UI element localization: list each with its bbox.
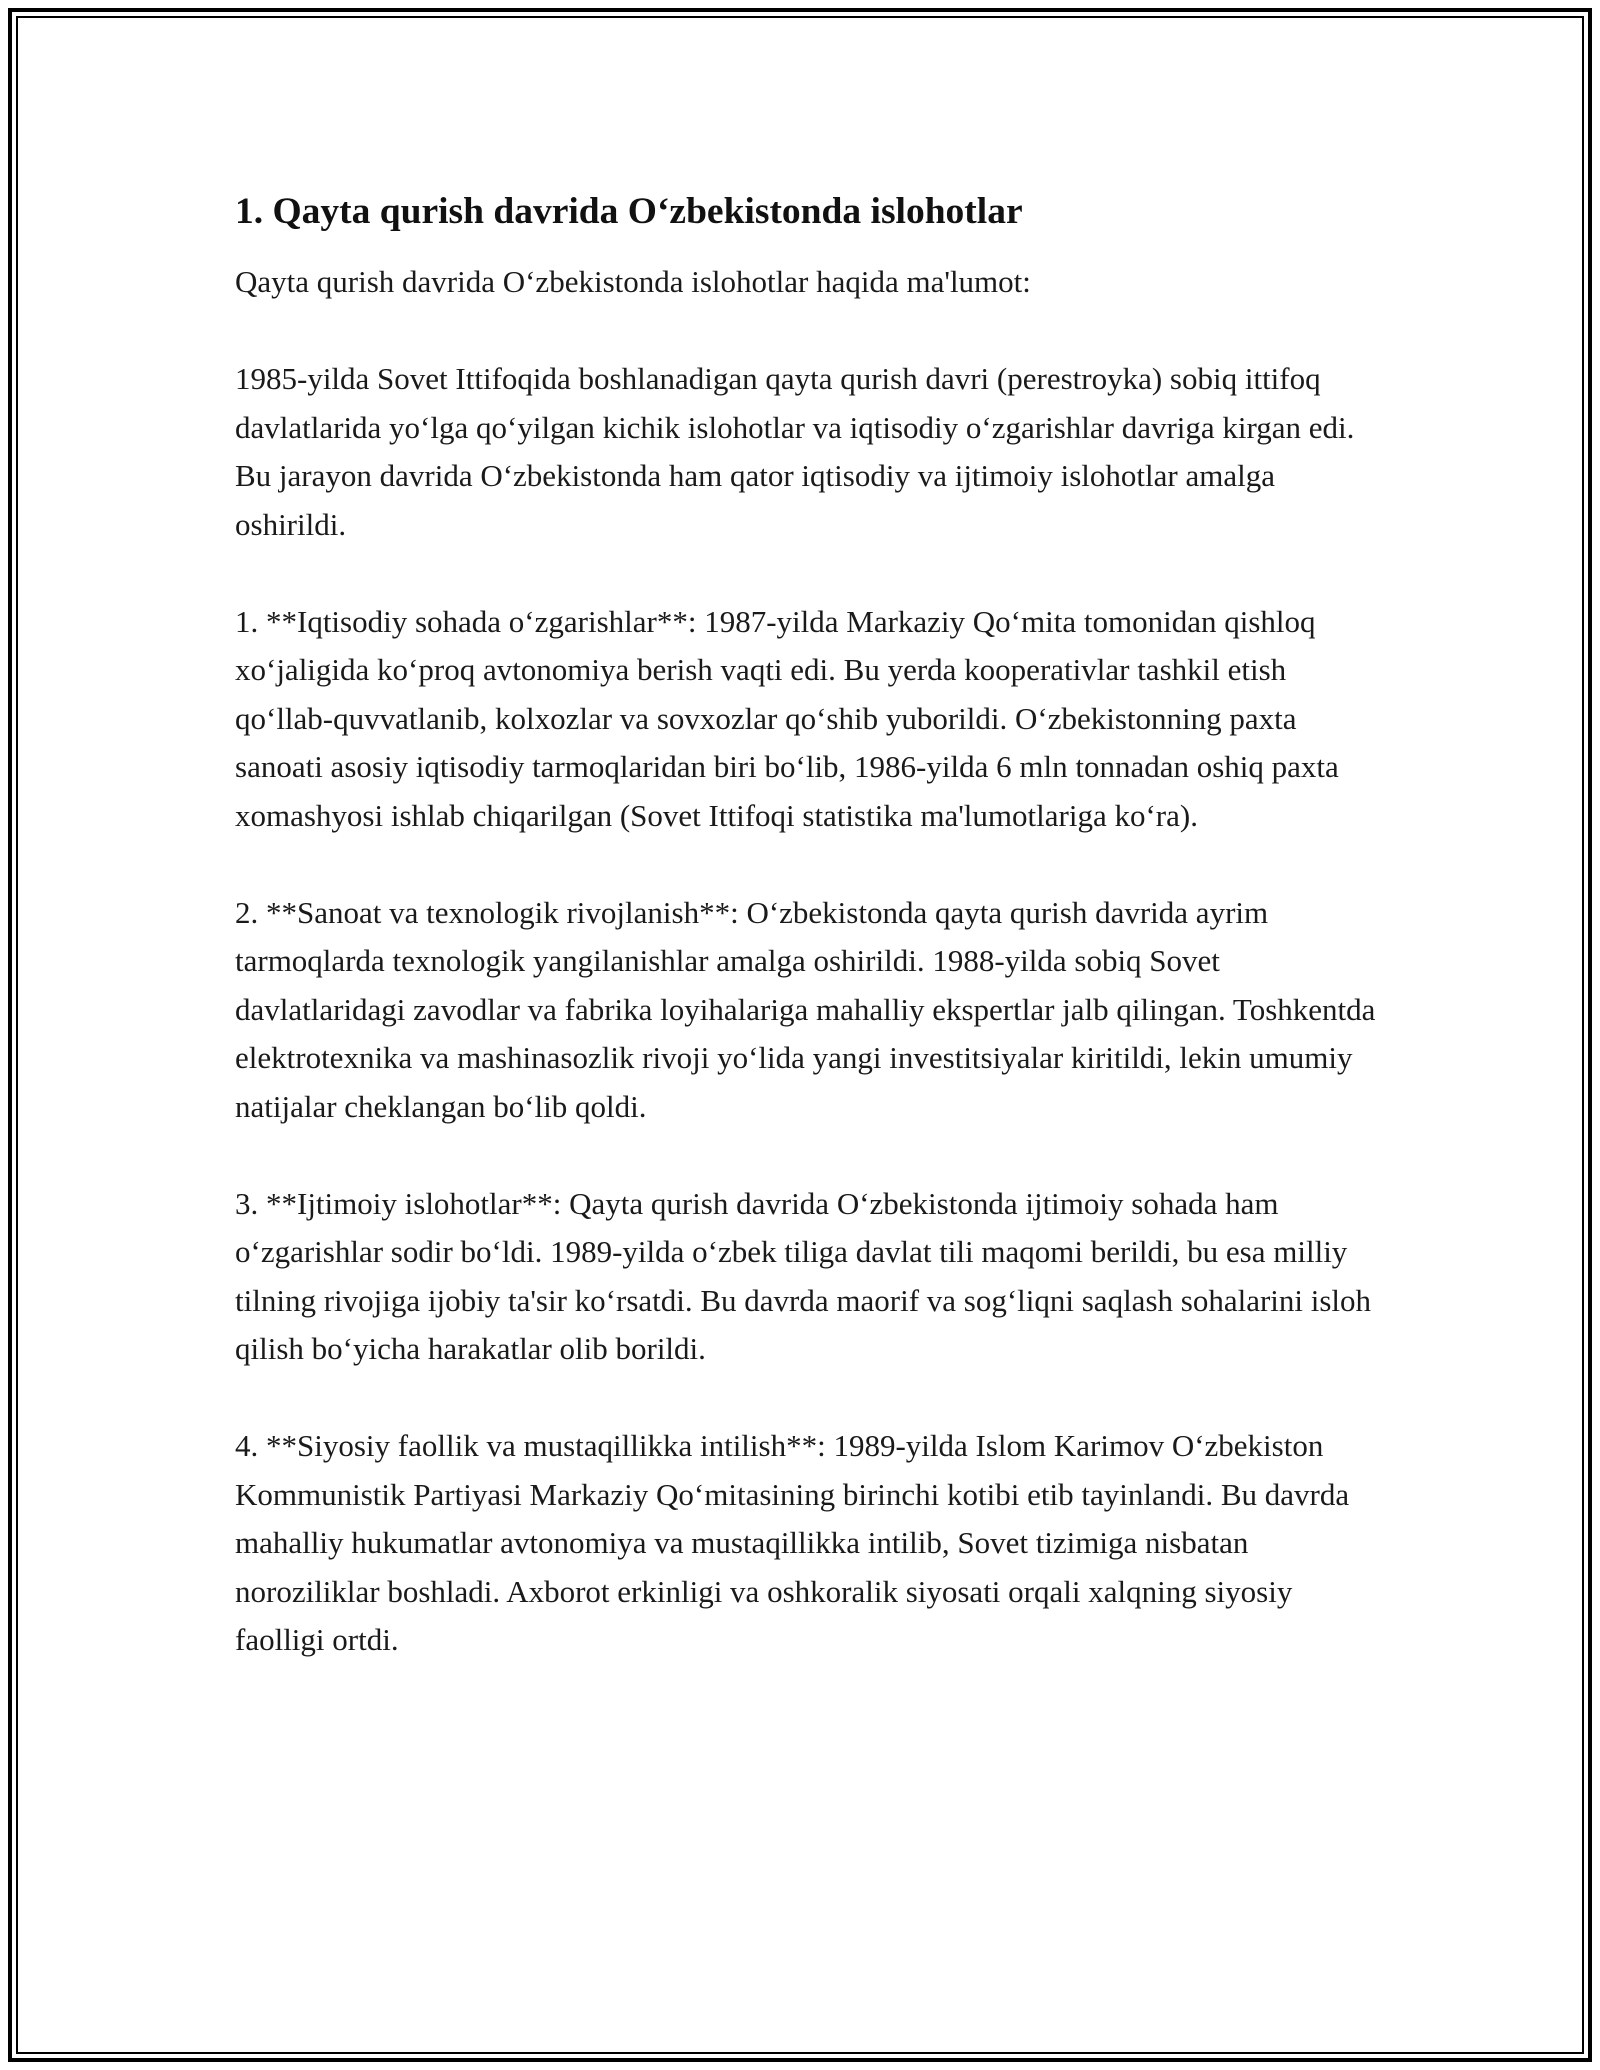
economic-changes-paragraph: 1. **Iqtisodiy sohada o‘zgarishlar**: 1987-yilda Markaziy Qo‘mita tomonidan qishloq xo‘jaligida ko‘proq avtonomiya berish vaqti edi. Bu yerda kooperativlar tashkil etish qo‘llab-quvvatlanib, kolxozlar va sovxozlar qo‘shib yuborildi. O‘zbekistonning paxta sanoati asosiy iqtisodiy tarmoqlaridan biri bo‘lib, 1986-yilda 6 mln tonnadan oshiq paxta xomashyosi ishlab chiqarilgan (Sovet Ittifoqi statistika ma'lumotlariga ko‘ra).: [235, 603, 1339, 833]
industry-technology-paragraph: 2. **Sanoat va texnologik rivojlanish**: O‘zbekistonda qayta qurish davrida ayrim tarmoqlarda texnologik yangilanishlar amalga oshirildi. 1988-yilda sobiq Sovet davlatlaridagi zavodlar va fabrika loyihalariga mahalliy ekspertlar jalb qilingan. Toshkentda elektrotexnika va mashinasozlik rivoji yo‘lida yangi investitsiyalar kiritildi, lekin umumiy natijalar cheklangan bo‘lib qoldi.: [235, 894, 1376, 1124]
social-reforms-paragraph: 3. **Ijtimoiy islohotlar**: Qayta qurish davrida O‘zbekistonda ijtimoiy sohada ham o‘zgarishlar sodir bo‘ldi. 1989-yilda o‘zbek tiliga davlat tili maqomi berildi, bu esa milliy tilning rivojiga ijobiy ta'sir ko‘rsatdi. Bu davrda maorif va sog‘liqni saqlash sohalarini isloh qilish bo‘yicha harakatlar olib borildi.: [235, 1185, 1372, 1366]
overview-paragraph: 1985-yilda Sovet Ittifoqida boshlanadigan qayta qurish davri (perestroyka) sobiq ittifoq davlatlarida yo‘lga qo‘yilgan kichik islohotlar va iqtisodiy o‘zgarishlar davriga kirgan edi. Bu jarayon davrida O‘zbekistonda ham qator iqtisodiy va ijtimoiy islohotlar amalga oshirildi.: [235, 361, 1355, 542]
document-body: [235, 188, 1385, 1713]
document-title: 1. Qayta qurish davrida O‘zbekistonda islohotlar: [235, 191, 1023, 232]
political-activity-paragraph: 4. **Siyosiy faollik va mustaqillikka intilish**: 1989-yilda Islom Karimov O‘zbekiston Kommunistik Partiyasi Markaziy Qo‘mitasining birinchi kotibi etib tayinlandi. Bu davrda mahalliy hukumatlar avtonomiya va mustaqillikka intilib, Sovet tizimiga nisbatan noroziliklar boshladi. Axborot erkinligi va oshkoralik siyosati orqali xalqning siyosiy faolligi ortdi.: [235, 1428, 1350, 1657]
intro-paragraph: Qayta qurish davrida O‘zbekistonda islohotlar haqida ma'lumot:: [235, 264, 1031, 299]
